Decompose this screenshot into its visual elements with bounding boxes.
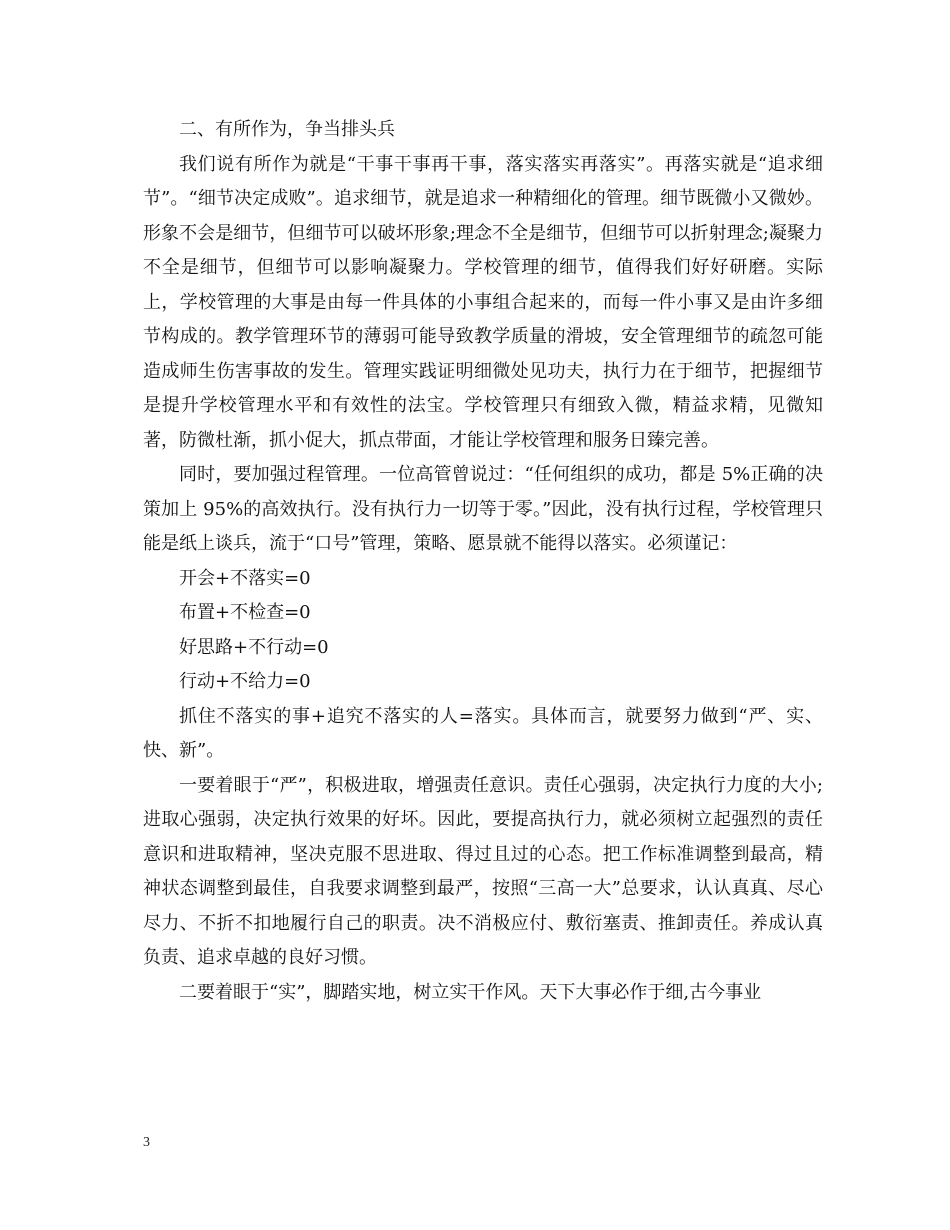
paragraph: 我们说有所作为就是“干事干事再干事，落实落实再落实”。再落实就是“追求细节”。“细节决定成败”。追求细节，就是追求一种精细化的管理。细节既微小又微妙。形象不会是细节，但细节可以破坏形象;理念不全是细节，但细节可以折射理念;凝聚力不全是细节，但细节可以影响凝聚力。学校管理的细节，值得我们好好研磨。实际上，学校管理的大事是由每一件具体的小事组合起来的，而每一件小事又是由许多细节构成的。教学管理环节的薄弱可能导致教学质量的滑坡，安全管理细节的疏忽可能造成师生伤害事故的发生。管理实践证明细微处见功夫，执行力在于细节，把握细节是提升学校管理水平和有效性的法宝。学校管理只有细致入微，精益求精，见微知著，防微杜渐，抓小促大，抓点带面，才能让学校管理和服务日臻完善。 xyxy=(143,153,823,451)
formula-line: 布置+不检查=0 xyxy=(179,602,311,623)
paragraph: 同时，要加强过程管理。一位高管曾说过：“任何组织的成功，都是 5%正确的决策加上 95%的高效执行。没有执行力一切等于零。”因此，没有执行过程，学校管理只能是纸上谈兵，流于“口号”管理，策略、愿景就不能得以落实。必须谨记： xyxy=(143,464,823,554)
formula-line: 开会+不落实=0 xyxy=(179,567,311,589)
formula-line: 好思路+不行动=0 xyxy=(179,636,329,658)
document-body xyxy=(143,113,823,1010)
paragraph: 抓住不落实的事+追究不落实的人=落实。具体而言，就要努力做到“严、实、快、新”。 xyxy=(143,705,823,761)
paragraph: 一要着眼于“严”，积极进取，增强责任意识。责任心强弱，决定执行力度的大小;进取心强弱，决定执行效果的好坏。因此，要提高执行力，就必须树立起强烈的责任意识和进取精神，坚决克服不思进取、得过且过的心态。把工作标准调整到最高，精神状态调整到最佳，自我要求调整到最严，按照“三高一大”总要求，认认真真、尽心尽力、不折不扣地履行自己的职责。决不消极应付、敷衍塞责、推卸责任。养成认真负责、追求卓越的良好习惯。 xyxy=(143,774,823,968)
paragraph: 二要着眼于“实”，脚踏实地，树立实干作风。天下大事必作于细,古今事业 xyxy=(179,981,762,1003)
section-heading: 二、有所作为，争当排头兵 xyxy=(179,119,395,140)
formula-line: 行动+不给力=0 xyxy=(179,671,311,692)
page-number: 3 xyxy=(143,1135,150,1150)
